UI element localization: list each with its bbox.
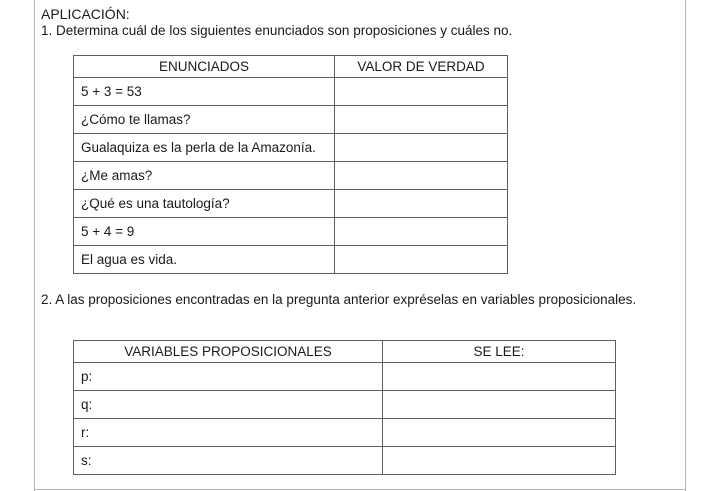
table-row [74, 246, 508, 274]
statement-cell: El agua es vida. [74, 246, 335, 274]
truth-value-cell[interactable] [335, 190, 508, 218]
statement-cell: ¿Cómo te llamas? [74, 106, 335, 134]
table-row [74, 218, 508, 246]
header-valor-de-verdad: VALOR DE VERDAD [335, 56, 508, 78]
reading-cell[interactable] [383, 363, 616, 391]
table-row [74, 106, 508, 134]
truth-value-cell[interactable] [335, 218, 508, 246]
propositions-table [73, 55, 508, 274]
reading-cell[interactable] [383, 419, 616, 447]
statement-cell: Gualaquiza es la perla de la Amazonía. [74, 134, 335, 162]
section-heading: APLICACIÓN: [41, 6, 130, 22]
question-1-text: 1. Determina cuál de los siguientes enunciados son proposiciones y cuáles no. [41, 23, 513, 38]
table-row [74, 78, 508, 106]
page-border-left [34, 0, 35, 491]
table-header-row [74, 56, 508, 78]
table-row [74, 363, 616, 391]
statement-cell: 5 + 4 = 9 [74, 218, 335, 246]
variable-cell[interactable]: q: [74, 391, 383, 419]
statement-cell: ¿Qué es una tautología? [74, 190, 335, 218]
table-row [74, 134, 508, 162]
truth-value-cell[interactable] [335, 106, 508, 134]
truth-value-cell[interactable] [335, 78, 508, 106]
truth-value-cell[interactable] [335, 246, 508, 274]
table-row [74, 190, 508, 218]
variable-cell[interactable]: s: [74, 447, 383, 475]
reading-cell[interactable] [383, 391, 616, 419]
header-se-lee: SE LEE: [383, 341, 616, 363]
page-border-right [685, 0, 686, 491]
question-2-text: 2. A las proposiciones encontradas en la pregunta anterior expréselas en variables proposicionales. [41, 292, 637, 307]
header-enunciados: ENUNCIADOS [74, 56, 335, 78]
table-header-row [74, 341, 616, 363]
page-border-bottom [34, 489, 686, 490]
table-row [74, 447, 616, 475]
reading-cell[interactable] [383, 447, 616, 475]
table-row [74, 162, 508, 190]
variable-cell[interactable]: p: [74, 363, 383, 391]
variable-cell[interactable]: r: [74, 419, 383, 447]
truth-value-cell[interactable] [335, 162, 508, 190]
table-row [74, 419, 616, 447]
statement-cell: ¿Me amas? [74, 162, 335, 190]
header-variables-proposicionales: VARIABLES PROPOSICIONALES [74, 341, 383, 363]
statement-cell: 5 + 3 = 53 [74, 78, 335, 106]
variables-table [73, 340, 616, 475]
truth-value-cell[interactable] [335, 134, 508, 162]
table-row [74, 391, 616, 419]
